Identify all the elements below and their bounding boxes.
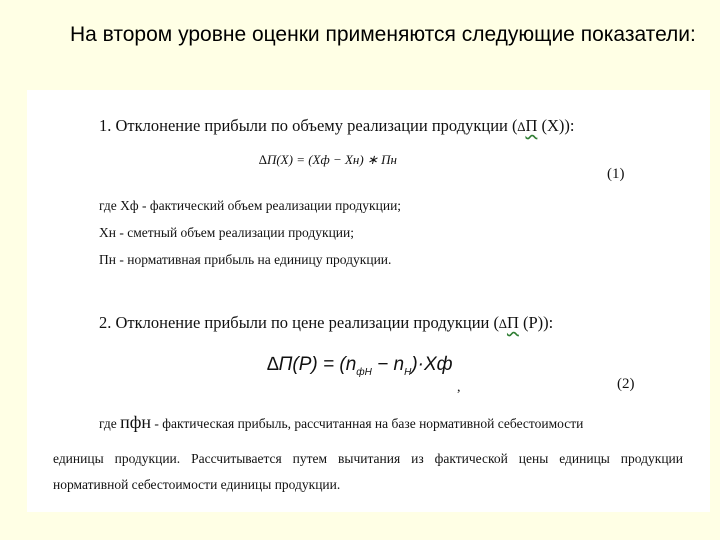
equation-number-1: (1) bbox=[607, 166, 625, 182]
definition-xf: где Хф - фактический объем реализации продукции; bbox=[99, 198, 402, 213]
paragraph-line-1: где пфн - фактическая прибыль, рассчитанная на базе нормативной себестоимости bbox=[99, 412, 584, 432]
delta-symbol: ∆ bbox=[517, 119, 526, 134]
formula-2-comma: , bbox=[457, 380, 461, 395]
formula-2: $\Delta П(P) = (n_{фН} - n_Н)\cdot Xф$ bbox=[267, 354, 453, 378]
definition-xn: Хн - сметный объем реализации продукции; bbox=[99, 225, 355, 240]
document-image bbox=[27, 90, 710, 512]
delta-symbol-2: ∆ bbox=[499, 316, 507, 331]
item1-heading: 1. Отклонение прибыли по объему реализации продукции (∆П (X)): bbox=[99, 116, 575, 135]
item2-heading: 2. Отклонение прибыли по цене реализации продукции (∆П (Р)): bbox=[99, 313, 554, 332]
paragraph-continuation: единицы продукции. Рассчитывается путем вычитания из фактической цены единицы продукции нормативной себестоимости единицы продукции. bbox=[53, 451, 683, 492]
slide-title: На втором уровне оценки применяются следующие показатели: bbox=[70, 23, 696, 46]
formula-1: ∆П(X) = (Xф − Xн) ∗ Пн bbox=[259, 152, 397, 167]
equation-number-2: (2) bbox=[617, 376, 635, 392]
definition-pn: Пн - нормативная прибыль на единицу продукции. bbox=[99, 252, 392, 267]
